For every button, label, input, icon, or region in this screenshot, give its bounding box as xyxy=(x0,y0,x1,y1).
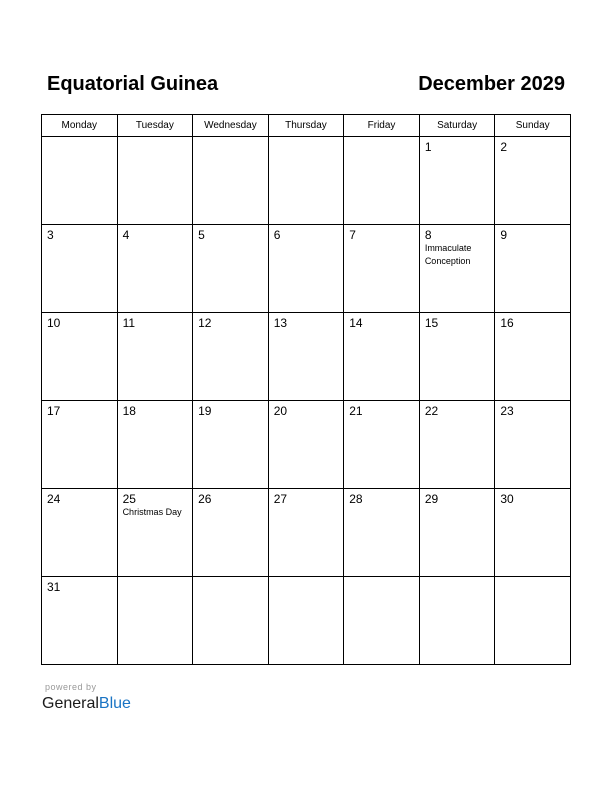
day-number: 17 xyxy=(47,404,61,418)
day-number: 21 xyxy=(349,404,363,418)
day-number: 13 xyxy=(273,316,288,330)
calendar-day-cell xyxy=(117,577,193,665)
weekday-tuesday: Tuesday xyxy=(117,115,193,137)
calendar-day-cell xyxy=(495,401,571,489)
calendar-day-cell xyxy=(42,401,118,489)
weekday-monday: Monday xyxy=(42,115,118,137)
day-number: 25 xyxy=(122,492,136,506)
calendar-day-cell xyxy=(495,225,571,313)
weekday-friday: Friday xyxy=(344,115,420,137)
calendar-day-cell xyxy=(193,313,269,401)
calendar-day-cell xyxy=(268,401,344,489)
day-number: 26 xyxy=(198,492,212,506)
day-number: 12 xyxy=(198,316,212,330)
calendar-day-cell xyxy=(268,313,344,401)
weekday-header-row xyxy=(42,115,571,137)
calendar-day-cell xyxy=(117,401,193,489)
day-number: 29 xyxy=(424,492,439,506)
calendar-day-cell xyxy=(344,225,420,313)
day-number: 27 xyxy=(273,492,288,506)
day-number: 9 xyxy=(500,228,508,242)
weekday-thursday: Thursday xyxy=(268,115,344,137)
calendar-week-row xyxy=(42,401,571,489)
calendar-day-cell xyxy=(268,225,344,313)
weekday-wednesday: Wednesday xyxy=(193,115,269,137)
day-number: 30 xyxy=(500,492,514,506)
day-number: 19 xyxy=(198,404,212,418)
calendar-day-cell xyxy=(42,313,118,401)
calendar-day-cell xyxy=(193,577,269,665)
holiday-label: Immaculate Conception xyxy=(424,243,472,266)
calendar-day-cell xyxy=(42,489,118,577)
calendar-day-cell xyxy=(495,313,571,401)
day-number: 16 xyxy=(500,316,514,330)
calendar-day-cell xyxy=(117,489,193,577)
calendar-day-cell xyxy=(193,225,269,313)
day-number: 24 xyxy=(47,492,61,506)
calendar-day-cell xyxy=(419,137,495,225)
day-number: 10 xyxy=(47,316,61,330)
calendar-day-cell xyxy=(419,401,495,489)
day-number: 23 xyxy=(500,404,514,418)
calendar-day-cell xyxy=(268,137,344,225)
day-number: 22 xyxy=(424,404,439,418)
calendar-day-cell xyxy=(268,489,344,577)
country-title: Equatorial Guinea xyxy=(47,73,219,95)
calendar-day-cell xyxy=(117,313,193,401)
day-number: 11 xyxy=(122,316,136,330)
day-number: 8 xyxy=(424,228,432,242)
calendar-day-cell xyxy=(495,489,571,577)
day-number: 14 xyxy=(349,316,363,330)
calendar-day-cell xyxy=(344,401,420,489)
calendar-week-row xyxy=(42,137,571,225)
calendar-day-cell xyxy=(419,489,495,577)
calendar-day-cell xyxy=(495,577,571,665)
calendar-day-cell xyxy=(117,137,193,225)
month-title: December 2029 xyxy=(418,73,565,95)
powered-by-text: powered by xyxy=(45,682,97,692)
day-number: 2 xyxy=(500,140,508,154)
weekday-sunday: Sunday xyxy=(495,115,571,137)
calendar-day-cell xyxy=(42,577,118,665)
calendar-day-cell xyxy=(344,577,420,665)
day-number: 5 xyxy=(198,228,205,242)
day-number: 18 xyxy=(122,404,136,418)
day-number: 4 xyxy=(122,228,130,242)
brand-logo xyxy=(42,694,131,714)
calendar-week-row xyxy=(42,225,571,313)
calendar-day-cell xyxy=(419,313,495,401)
day-number: 28 xyxy=(349,492,363,506)
day-number: 3 xyxy=(47,228,54,242)
day-number: 1 xyxy=(424,140,432,154)
brand-name-blue: Blue xyxy=(98,695,131,712)
calendar-day-cell xyxy=(193,137,269,225)
calendar-week-row xyxy=(42,489,571,577)
day-number: 15 xyxy=(424,316,439,330)
calendar-day-cell xyxy=(193,489,269,577)
calendar-day-cell xyxy=(42,225,118,313)
calendar-day-cell xyxy=(344,137,420,225)
holiday-label: Christmas Day xyxy=(122,507,182,517)
calendar-day-cell xyxy=(117,225,193,313)
calendar-day-cell xyxy=(495,137,571,225)
calendar-day-cell xyxy=(344,489,420,577)
calendar-day-cell xyxy=(419,577,495,665)
footer-branding xyxy=(42,681,131,714)
brand-name-general: General xyxy=(42,695,99,712)
calendar-day-cell xyxy=(344,313,420,401)
calendar-day-cell xyxy=(42,137,118,225)
weekday-saturday: Saturday xyxy=(419,115,495,137)
calendar-day-cell xyxy=(419,225,495,313)
calendar-week-row xyxy=(42,313,571,401)
calendar-week-row xyxy=(42,577,571,665)
calendar-day-cell xyxy=(268,577,344,665)
calendar-grid xyxy=(41,114,571,665)
day-number: 20 xyxy=(273,404,288,418)
day-number: 31 xyxy=(47,580,61,594)
day-number: 6 xyxy=(273,228,281,242)
day-number: 7 xyxy=(349,228,356,242)
calendar-day-cell xyxy=(193,401,269,489)
